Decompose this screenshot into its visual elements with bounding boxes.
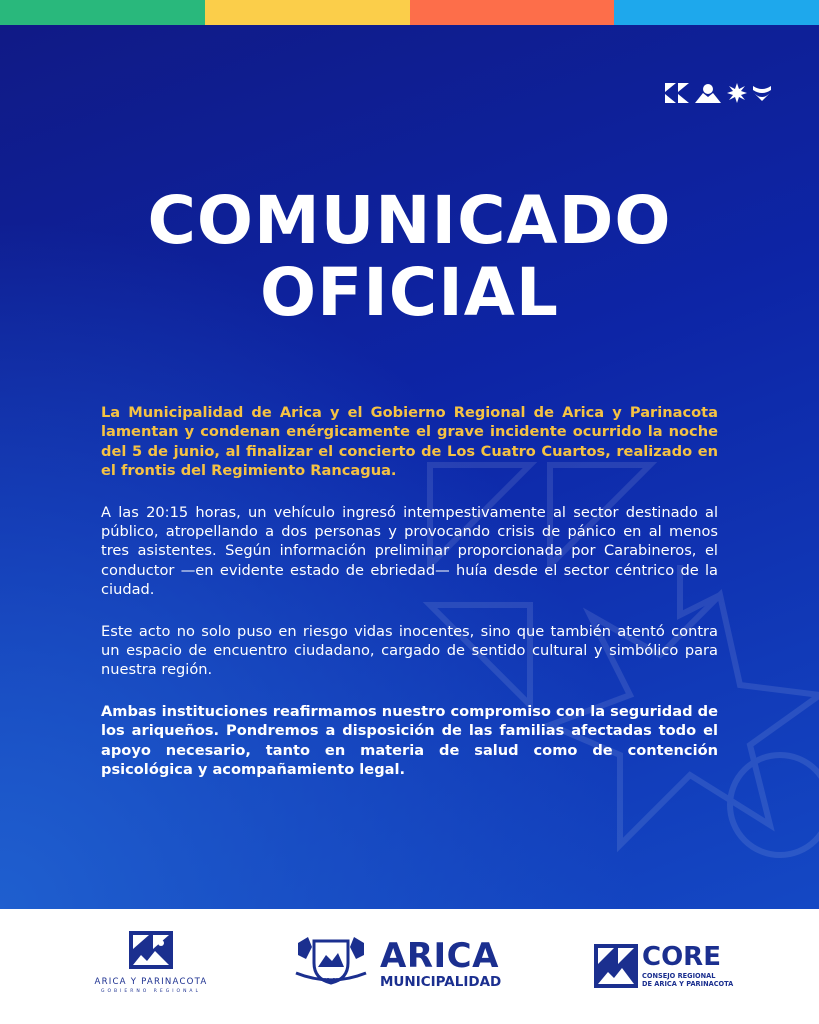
stripe-yellow	[205, 0, 410, 25]
core-name: CORE	[642, 942, 721, 972]
title-line-1: COMUNICADO	[147, 182, 672, 259]
crest-label: ARICA	[323, 978, 339, 984]
color-stripe-bar	[0, 0, 819, 25]
municipal-crest-icon	[294, 937, 368, 985]
paragraph-incident: A las 20:15 horas, un vehículo ingresó intempestivamente al sector destinado al público, atropellando a dos personas y provocando crisis de pánico en al menos tres asistentes. Según información preliminar proporcionada por Carabineros, el conductor —en evidente estado de ebriedad— huía desde el sector céntrico de la ciudad.	[101, 503, 718, 599]
core-logo	[594, 944, 734, 992]
municipalidad-subtitle: MUNICIPALIDAD	[380, 974, 502, 990]
paragraph-impact: Este acto no solo puso en riesgo vidas inocentes, sino que también atentó contra un espacio de encuentro ciudadano, cargado de sentido cultural y simbólico para nuestra región.	[101, 622, 718, 679]
triangles-icon	[665, 83, 689, 103]
stripe-blue	[614, 0, 819, 25]
gobierno-regional-logo	[88, 931, 214, 994]
core-subtitle-1: CONSEJO REGIONAL	[642, 972, 716, 980]
leaf-icon	[753, 84, 771, 102]
star-burst-icon	[727, 83, 747, 103]
gobierno-emblem-icon	[129, 931, 173, 969]
announcement-panel	[0, 25, 819, 909]
municipalidad-name: ARICA	[380, 936, 499, 976]
title-line-2: OFICIAL	[260, 254, 559, 331]
stripe-orange	[410, 0, 615, 25]
page-title	[0, 182, 819, 331]
municipalidad-logo	[294, 937, 534, 997]
stripe-green	[0, 0, 205, 25]
footer-logos	[0, 909, 819, 1024]
header-icon-group	[665, 83, 771, 103]
gobierno-subtitle: GOBIERNO REGIONAL	[100, 989, 202, 994]
paragraph-intro: La Municipalidad de Arica y el Gobierno Regional de Arica y Parinacota lamentan y condenan enérgicamente el grave incidente ocurrido la noche del 5 de junio, al finalizar el concierto de Los Cuatro Cuartos, realizado en el frontis del Regimiento Rancagua.	[101, 404, 718, 480]
paragraph-commitment: Ambas instituciones reafirmamos nuestro compromiso con la seguridad de los ariqueños. Pondremos a disposición de las familias afectadas todo el apoyo necesario, tanto en materia de salud como de contención psicológica y acompañamiento legal.	[101, 702, 718, 779]
core-emblem-icon	[594, 944, 638, 988]
statement-body	[101, 403, 718, 802]
gobierno-name: ARICA Y PARINACOTA	[94, 977, 208, 987]
core-subtitle-2: DE ARICA Y PARINACOTA	[642, 980, 734, 988]
mountain-sun-icon	[695, 83, 721, 103]
